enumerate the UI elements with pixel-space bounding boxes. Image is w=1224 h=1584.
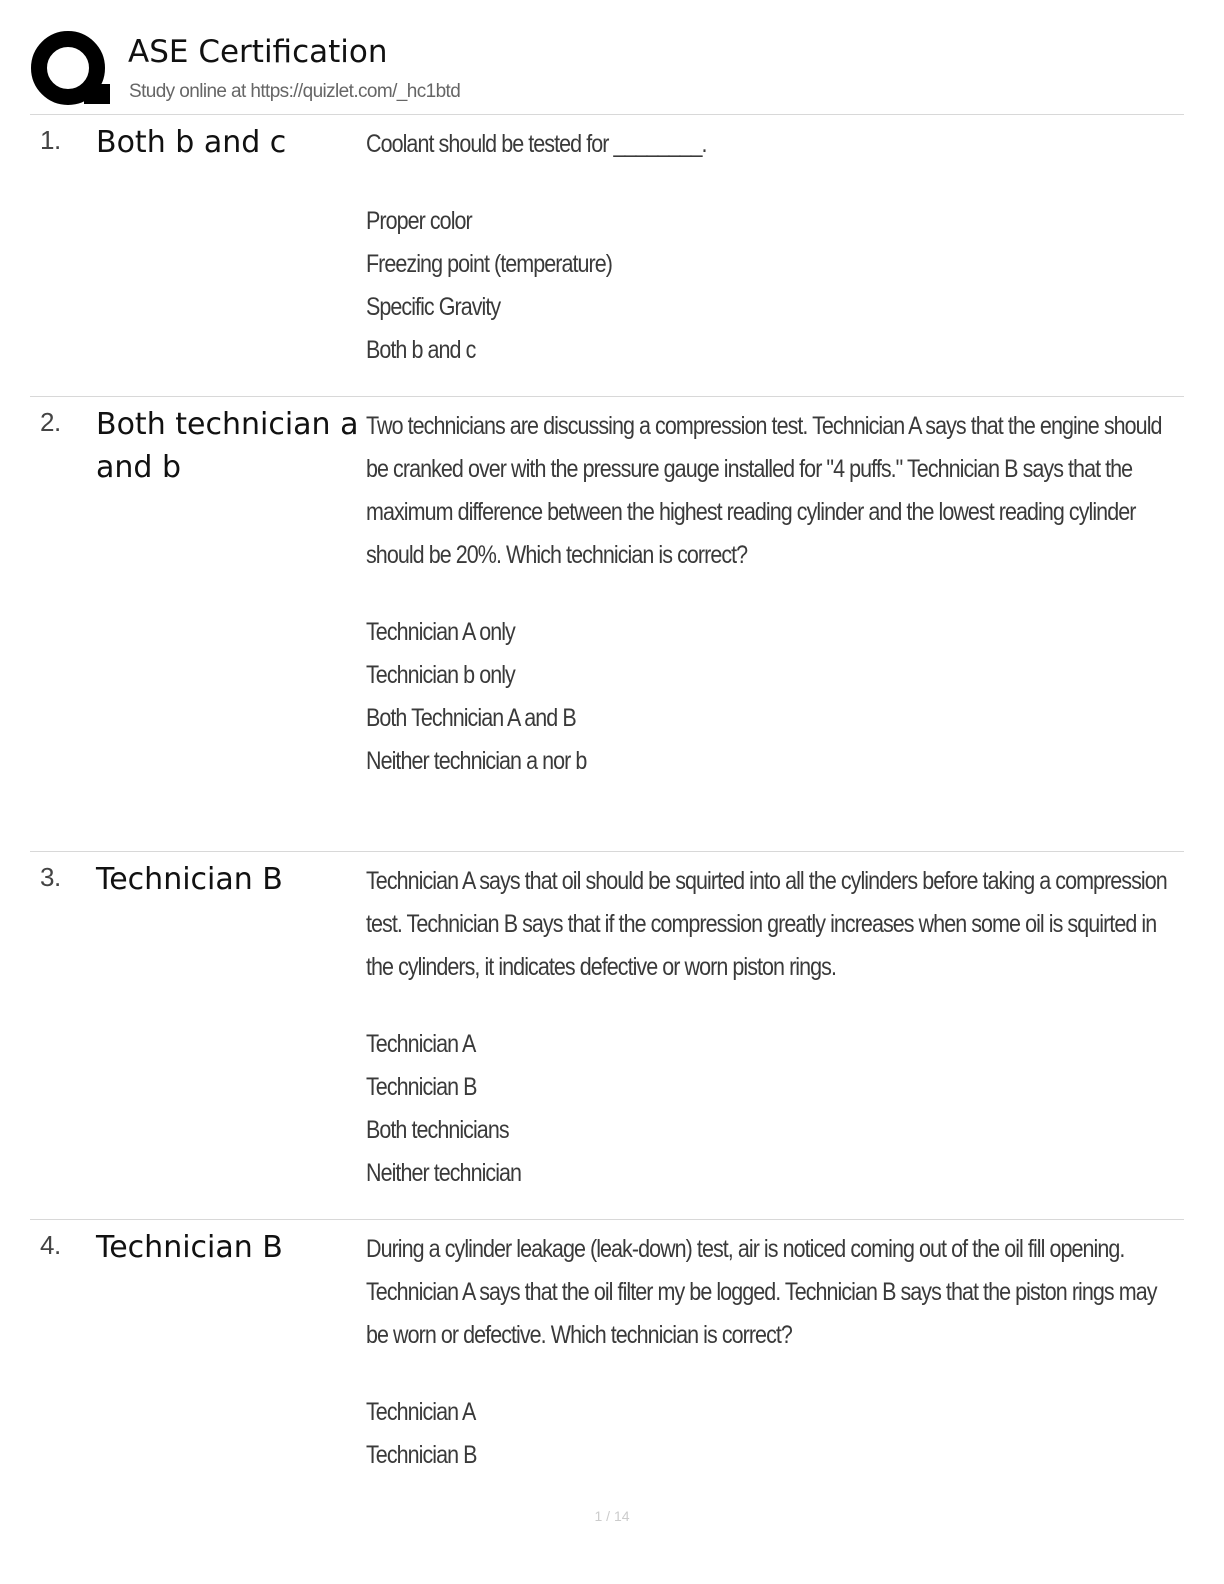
answer-option: Technician A xyxy=(366,1030,476,1058)
card-question: Technician A says that oil should be squirted into all the cylinders before taking a compression test. Technician B says that if the compression greatly increases when some oil is squirted in the cylinders, it indicates defective or worn piston rings. xyxy=(366,867,1167,981)
answer-option: Both Technician A and B xyxy=(366,704,576,732)
answer-option: Both technicians xyxy=(366,1116,509,1144)
card-definition xyxy=(366,123,1059,372)
answer-option: Neither technician xyxy=(366,1159,522,1187)
quizlet-logo-icon xyxy=(30,30,110,110)
study-link[interactable]: Study online at https://quizlet.com/_hc1btd xyxy=(129,81,461,102)
card-number: 4. xyxy=(40,1230,61,1260)
answer-option: Technician A xyxy=(366,1398,476,1426)
card-term-line: Both technician a xyxy=(96,407,359,442)
answer-option: Technician B xyxy=(366,1073,477,1101)
set-title: ASE Certification xyxy=(128,34,388,70)
card-question: Two technicians are discussing a compression test. Technician A says that the engine should be cranked over with the pressure gauge installed for "4 puffs." Technician B says that the maximum difference between the highest reading cylinder and the lowest reading cylinder should be 20%. Which technician is correct? xyxy=(366,412,1162,569)
card-question: Coolant should be tested for ________. xyxy=(366,130,707,158)
card-question: During a cylinder leakage (leak-down) test, air is noticed coming out of the oil fill opening. Technician A says that the oil filter my be logged. Technician B says that the piston rings may be worn or defective. Which technician is correct? xyxy=(366,1235,1157,1349)
flashcard xyxy=(30,1220,1184,1490)
card-term: Technician B xyxy=(96,1230,283,1265)
card-number: 2. xyxy=(40,407,61,437)
card-definition xyxy=(366,860,1167,1195)
flashcard xyxy=(30,852,1184,1220)
page-header xyxy=(30,28,1184,115)
answer-option: Technician b only xyxy=(366,661,515,689)
flashcard xyxy=(30,115,1184,397)
answer-option: Neither technician a nor b xyxy=(366,747,587,775)
answer-option: Proper color xyxy=(366,207,472,235)
answer-option: Freezing point (temperature) xyxy=(366,250,612,278)
card-definition xyxy=(366,405,1162,783)
answer-option: Technician A only xyxy=(366,618,515,646)
page-number: 1 / 14 xyxy=(594,1508,630,1524)
card-definition xyxy=(366,1228,1157,1477)
card-number: 1. xyxy=(40,125,61,155)
card-number: 3. xyxy=(40,862,61,892)
answer-option: Specific Gravity xyxy=(366,293,501,321)
answer-option: Both b and c xyxy=(366,336,476,364)
card-term-line: and b xyxy=(96,450,182,485)
card-term xyxy=(96,403,366,489)
flashcard xyxy=(30,397,1184,852)
card-term: Both b and c xyxy=(96,125,287,160)
card-term: Technician B xyxy=(96,862,283,897)
answer-option: Technician B xyxy=(366,1441,477,1469)
